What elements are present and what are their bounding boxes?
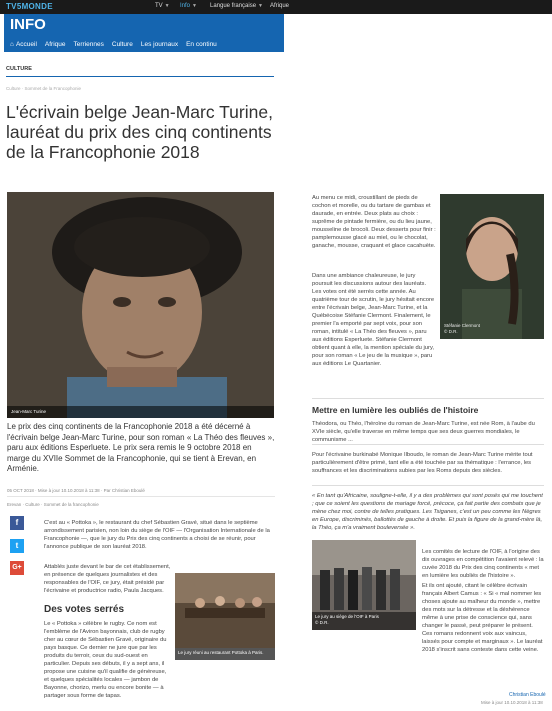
section-divider	[312, 444, 544, 445]
portrait-illustration	[7, 192, 274, 418]
chevron-down-icon: ▼	[192, 3, 197, 9]
googleplus-icon: G+	[12, 564, 22, 571]
info-title[interactable]: INFO	[10, 16, 46, 33]
main-photo	[7, 192, 274, 418]
col2-paragraph-6a: Et ils ont ajouté, citant le célèbre écrivain français Albert Camus : « Si « mal nommer les choses ajoute au malheur du monde », mettre des mots sur la détresse et la déshérence même à une prise de conscience qui, sans changer le passé, peut préparer le présent. Ces romans redonnent voix aux vaincus, laissés pour compte et marginaux ». Le lauréat 2018 s'inscrit sans conteste dans cette veine.	[422, 583, 543, 653]
col1-paragraph-1: C'est au « Pottoka », le restaurant du chef Sébastien Gravé, situé dans le septième arrondissement parisien, non loin du siège de l'OIF — l'Organisation Internationale de la Francophonie —, que le jury du Prix des cinq continents a choisi de se réunir, pour l'annonce publique de son lauréat 2018.	[44, 520, 270, 550]
facebook-icon: f	[15, 518, 19, 527]
section-divider	[312, 485, 544, 486]
col2-paragraph-1: Au menu ce midi, croustillant de pieds de cochon et morelle, ou du tartare de gambas et daurade, en entrée. Deux plats au choix : suprême de pintade fermière, ou du lieu jaune, mousseline de brocoli. Deux desserts pour finir : pamplemousse glacé au miel, ou le chocolat, ganache, mousse, craquant et glace cacahuète.	[312, 195, 436, 249]
section-divider	[312, 398, 544, 399]
article-meta: 05 OCT 2018 · Mise à jour 10.10.2018 à 11:38 · Par Christian Eboulé	[7, 488, 145, 493]
twitter-icon: t	[15, 541, 19, 550]
article-lead: Le prix des cinq continents de la Francophonie 2018 a été décerné à l'écrivain belge Jean-Marc Turine, pour son roman « La Théo des fleuves », paru aux éditions Esperluete. Le prix sera remis le 9 octobre 2018 en marge du XVIIe Sommet de la Francophonie, qui se tient à Erevan, en Arménie.	[7, 422, 275, 473]
quote-ilboudo: « En tant qu'Africaine, souligne-t-elle, il y a des problèmes qui sont posés qui me touchent ; que ce soient les questions de mariage forcé, précoce, ça fait partie des combats que je mène chez moi, contre de telles pratiques. Les Tsiganes, c'est un peu comme les Nègres en Europe, discriminés, ballottés de gauche à droite. Et puis la figure de la grand-mère là, la Théo, ça m'a vraiment bouleversée ».	[312, 493, 543, 531]
jury-restaurant-caption: Le jury réuni au restaurant Pottoka à Paris.	[178, 650, 264, 655]
clermont-photo	[440, 194, 544, 339]
topnav-tv[interactable]: TV ▼	[155, 3, 170, 9]
twitter-share-button[interactable]	[10, 539, 24, 553]
jury-oif-caption-credit: © D.R.	[315, 620, 329, 625]
chevron-down-icon: ▼	[258, 3, 263, 9]
jury-oif-caption	[315, 614, 413, 626]
restaurant-illustration	[175, 573, 275, 648]
col1-paragraph-2: Attablés juste devant le bar de cet établissement, en présence de quelques journalistes et des responsables de l'OIF, ce jury, était présidé par l'écrivaine et productrice radio, Paula Jacques.	[44, 564, 171, 594]
subheading-oublies: Mettre en lumière les oubliés de l'histoire	[312, 405, 479, 415]
clermont-illustration	[440, 194, 544, 339]
jury-oif-caption-text: Le jury au siège de l'OIF à Paris	[315, 614, 379, 619]
updated-timestamp: Mise à jour 10.10.2018 à 11:38	[481, 700, 543, 705]
col2-paragraph-2: Dans une ambiance chaleureuse, le jury poursuit les discussions autour des lauréats. Les votes ont été serrés cette année. Au quatrième tour de scrutin, le jury hésitait encore entre l'écrivain belge, Jean-Marc Turine, et la Québécoise Stéfanie Clermont. Finalement, le premier l'a emporté par sept voix, pour son roman, intitulé « La Théo des fleuves », paru aux éditions Esperluete. Stéfanie Clermont obtient quant à elle, la mention spéciale du jury, pour son roman « Le jeu de la musique », paru aux éditions Le Quartanier.	[312, 273, 435, 367]
topnav-afrique[interactable]: Afrique	[270, 3, 290, 9]
page-title: L'écrivain belge Jean-Marc Turine, lauréat du prix des cinq continents de la Francophonie 2018	[6, 102, 273, 162]
nav-culture[interactable]: Culture	[111, 41, 133, 48]
nav-les-journaux[interactable]: Les journaux	[140, 41, 179, 48]
section-divider	[6, 76, 274, 77]
author-link[interactable]: Christian Eboulé	[509, 692, 546, 698]
col2-paragraph-4: Pour l'écrivaine burkinabé Monique Ilboudo, le roman de Jean-Marc Turine mérite tout particulièrement d'être primé, tant elle a été touchée par sa thématique : l'errance, les souffrances et les discriminations subies par les Roms depuis des siècles.	[312, 452, 533, 474]
topnav-langue[interactable]: Langue française ▼	[210, 3, 263, 9]
caption-overlay	[7, 406, 274, 418]
chevron-down-icon: ▼	[164, 3, 170, 9]
subheading-votes: Des votes serrés	[44, 604, 125, 615]
breadcrumb[interactable]: Culture · Sommet de la Francophonie	[6, 86, 82, 91]
facebook-share-button[interactable]	[10, 516, 24, 530]
col2-paragraph-5: Les comités de lecture de l'OIF, à l'origine des dix ouvrages en compétition l'avaient relevé : la cuvée 2018 du Prix des cinq continents « met en lumière les oubliés de l'histoire ».	[422, 549, 544, 579]
jury-restaurant-photo	[175, 573, 275, 648]
nav-en-continu[interactable]: En continu	[186, 41, 217, 48]
meta-divider	[7, 496, 275, 497]
clermont-caption-credit: © D.R.	[444, 329, 458, 334]
info-nav	[10, 41, 217, 48]
clermont-caption-name: Stéfanie Clermont	[444, 323, 481, 328]
clermont-caption	[444, 323, 480, 335]
col1-paragraph-3: Le « Pottoka » célèbre le rugby. Ce nom est l'emblème de l'Aviron bayonnais, club de rugby cher au cœur de Sébastien Gravé, originaire du pays basque. Ce dernier ne jure que par les produits du terroir, ceux du sud-ouest en particulier. Depuis ses débuts, il y a sept ans, il propose une cuisine qu'il qualifie de généreuse, et quelques spécialités locales — jambon de Bayonne, chorizo, merlu ou encore bonite — à partager sous forme de tapas.	[44, 621, 167, 699]
col2-paragraph-3: Théodora, ou Théo, l'héroïne du roman de Jean-Marc Turine, est née Rom, à l'aube du XVIe siècle, qu'elle traverse en même temps que ses deux guerres mondiales, le communisme ...	[312, 421, 535, 443]
tv5monde-logo[interactable]: TV5MONDE	[6, 2, 53, 11]
section-label[interactable]: CULTURE	[6, 66, 32, 72]
article-tags[interactable]: Erevan · Culture · Sommet de la francophonie	[7, 502, 99, 507]
nav-accueil[interactable]: Accueil	[15, 41, 37, 48]
nav-terriennes[interactable]: Terriennes	[73, 41, 104, 48]
googleplus-share-button[interactable]	[10, 561, 24, 575]
nav-afrique[interactable]: Afrique	[44, 41, 66, 48]
topnav-info[interactable]: Info ▼	[180, 3, 197, 9]
main-photo-caption: Jean-Marc Turine	[11, 409, 47, 414]
home-icon: ⌂	[10, 41, 14, 48]
